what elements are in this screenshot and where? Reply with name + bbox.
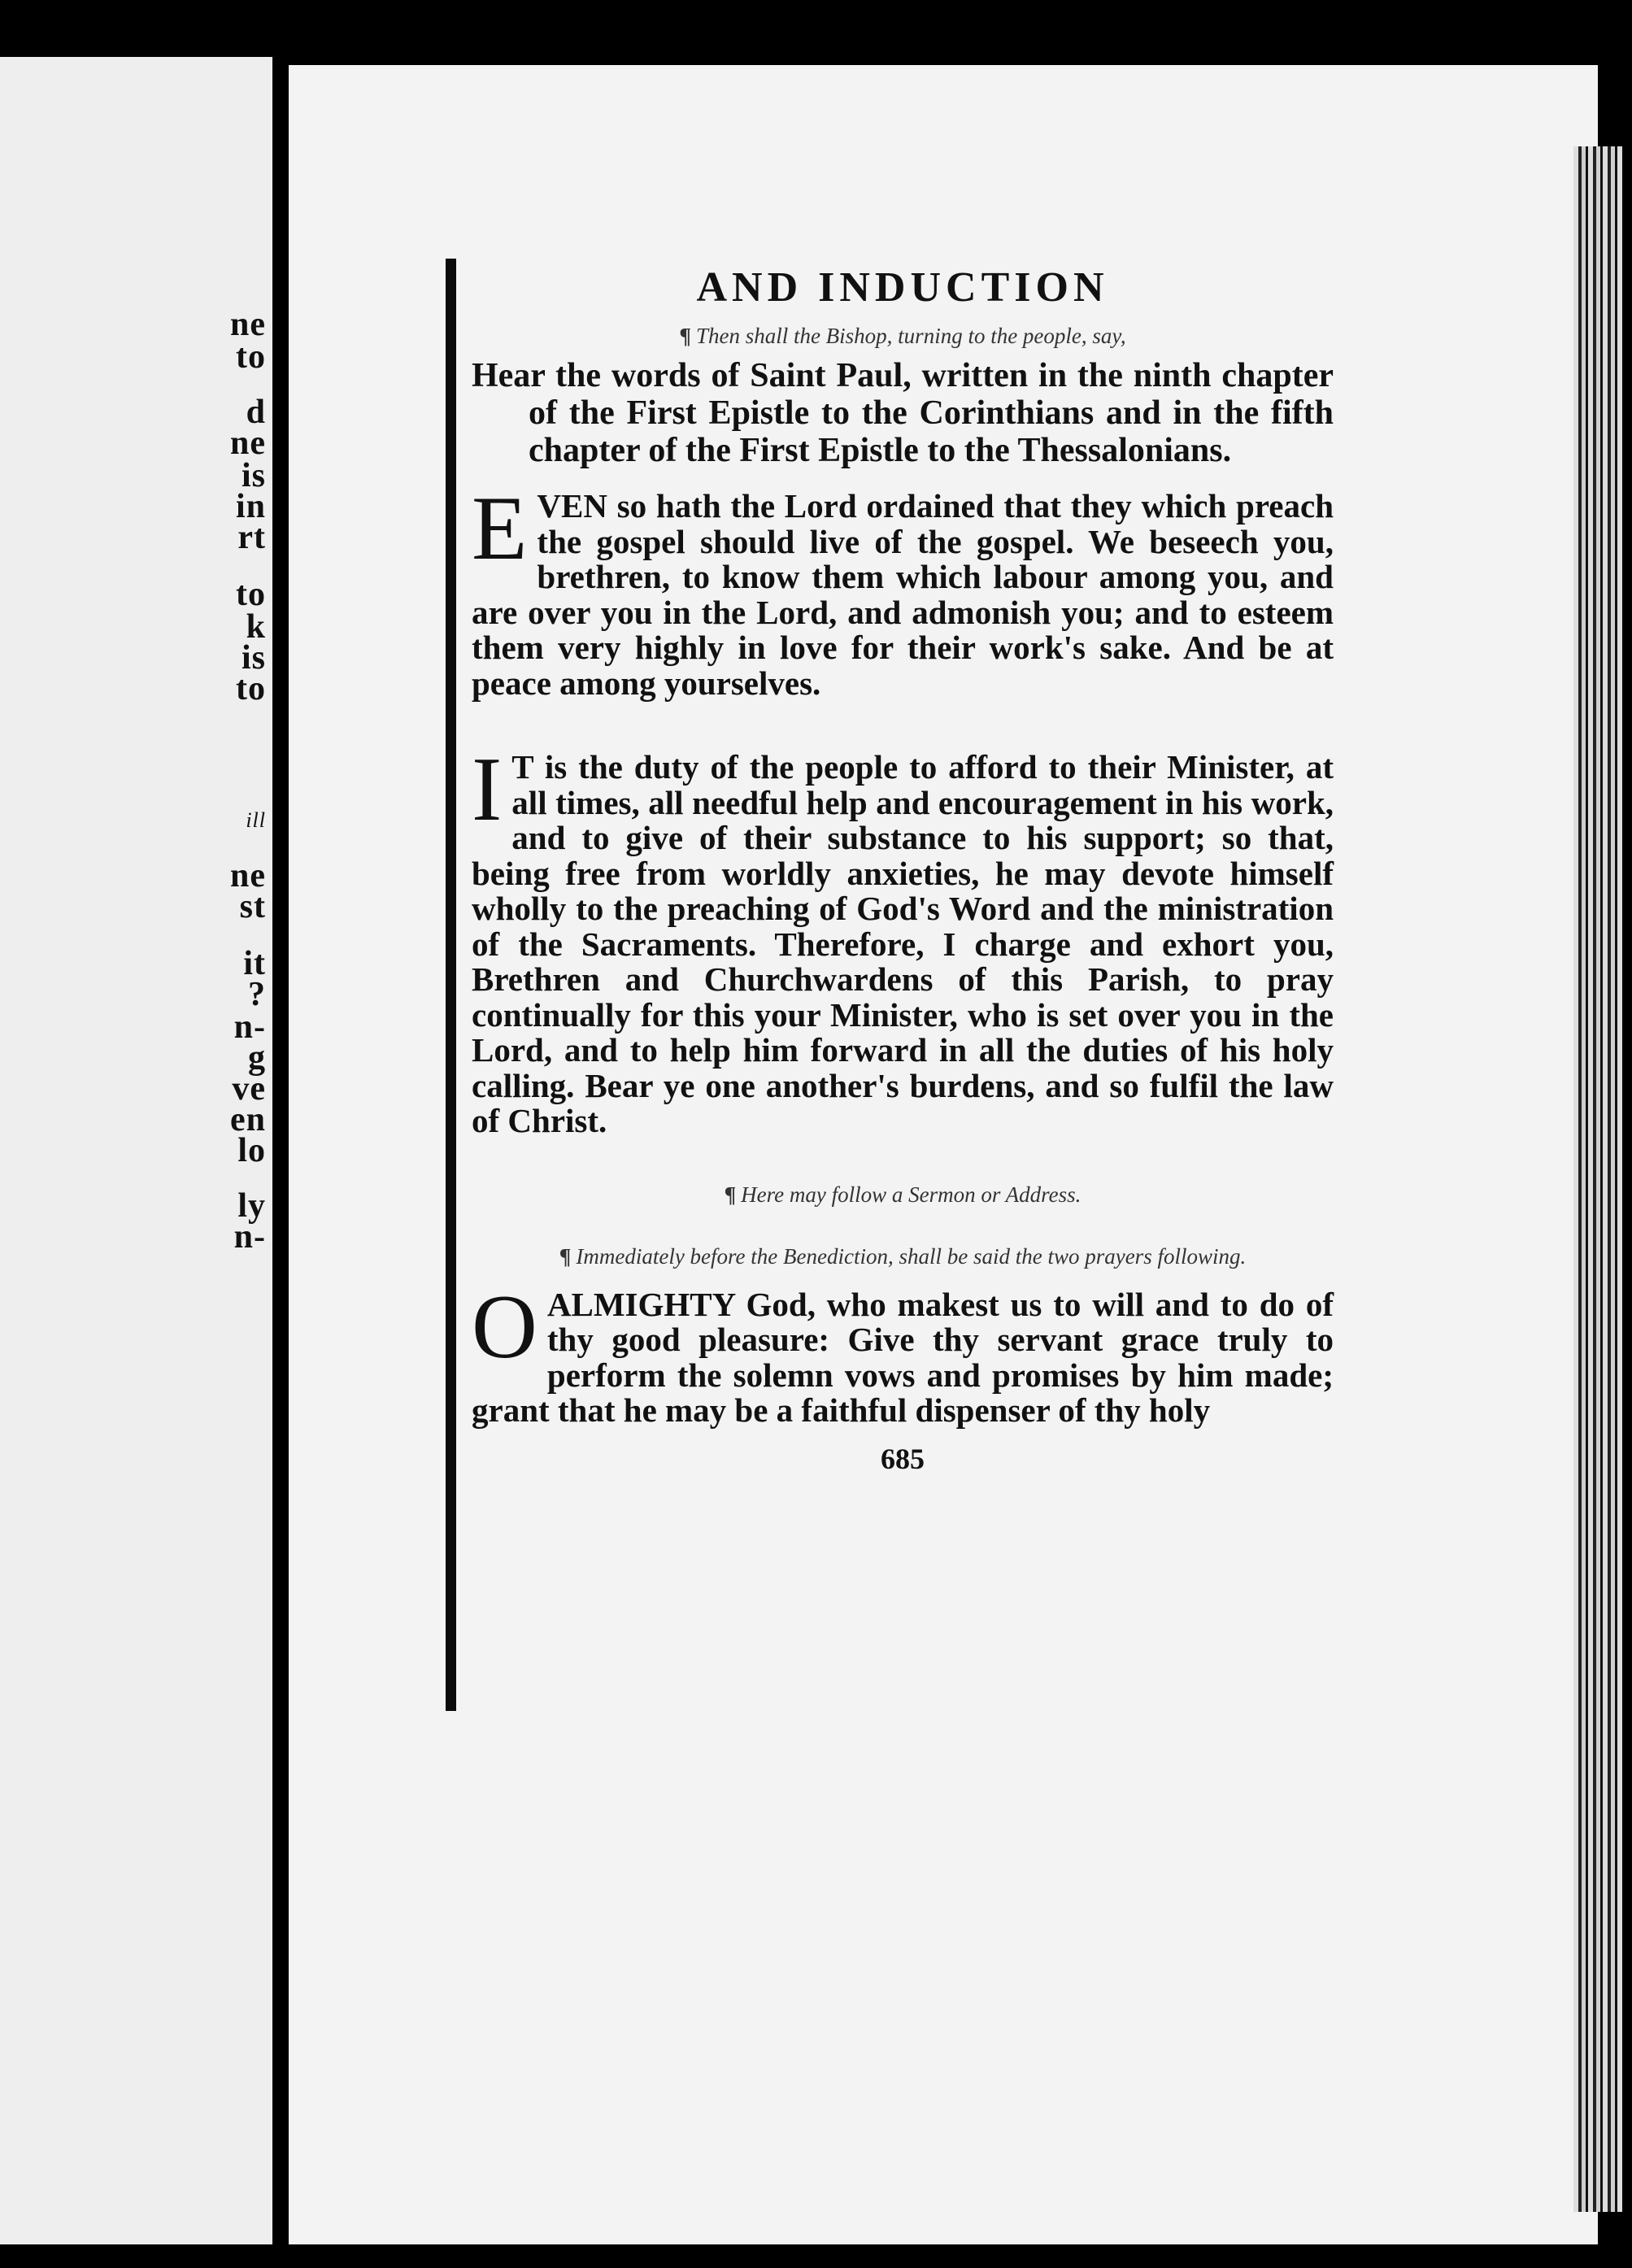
left-page-fragment: to — [236, 576, 266, 613]
paragraph-almighty-text: ALMIGHTY God, who makest us to will and to do of thy good pleasure: Give thy servant grace truly to perform the solemn vows and promises by him made; grant that he may be a faithful dispenser of thy holy — [472, 1285, 1334, 1429]
rubric-bishop-text: Then shall the Bishop, turning to the people, say, — [695, 324, 1126, 348]
rubric-sermon — [472, 1182, 1334, 1208]
left-page-fragment: ill — [246, 808, 266, 832]
margin-rule — [446, 259, 456, 1711]
left-page-fragment: ve — [232, 1070, 266, 1108]
left-page-fragment: is — [241, 457, 266, 494]
rubric-sermon-text: Here may follow a Sermon or Address. — [741, 1182, 1081, 1207]
left-page-fragment: is — [241, 639, 266, 677]
drop-cap-i: I — [472, 739, 503, 840]
drop-cap-e: E — [472, 478, 528, 579]
previous-page — [0, 57, 272, 2244]
left-page-fragment: k — [246, 608, 266, 646]
left-page-fragment: in — [235, 488, 266, 525]
left-page-fragment: rt — [237, 519, 266, 556]
drop-cap-o: O — [472, 1276, 537, 1378]
left-page-fragment: st — [239, 888, 266, 925]
rubric-bishop — [472, 323, 1334, 349]
pilcrow-icon: ¶ — [679, 324, 691, 348]
page-text — [472, 259, 1334, 1476]
left-page-fragment: ne — [230, 306, 266, 343]
paragraph-almighty — [472, 1276, 1334, 1429]
left-page-fragment: n- — [233, 1008, 266, 1046]
left-page-fragment: ly — [237, 1187, 266, 1225]
paragraph-even-so — [472, 478, 1334, 702]
page-edges — [1573, 146, 1622, 2212]
pilcrow-icon: ¶ — [724, 1182, 737, 1207]
left-page-fragment: to — [236, 670, 266, 707]
left-page-fragment: en — [230, 1101, 266, 1138]
paragraph-duty — [472, 739, 1334, 1139]
left-page-fragment: d — [246, 394, 266, 431]
rubric-benediction — [472, 1243, 1334, 1269]
left-page-fragment: g — [248, 1039, 266, 1077]
page-heading: AND INDUCTION — [696, 264, 1109, 311]
left-page-fragment: ne — [230, 857, 266, 895]
left-page-fragment: lo — [237, 1132, 266, 1169]
intro-paragraph: Hear the words of Saint Paul, written in the ninth chapter of the First Epistle to the Corinthians and in the fifth chapter of the First Epistle to the Thessalonians. — [472, 357, 1334, 469]
left-page-fragment: ? — [248, 976, 266, 1013]
left-page-fragment: it — [243, 945, 266, 982]
left-page-fragment: n- — [233, 1218, 266, 1256]
paragraph-even-so-text: VEN so hath the Lord ordained that they which preach the gospel should live of the gospel. We beseech you, brethren, to know them which labour among you, and are over you in the Lord, and admonish you; and to esteem them very highly in love for their work's sake. And be at peace among yourselves. — [472, 487, 1334, 702]
left-page-fragment: to — [236, 338, 266, 376]
left-page-fragment: ne — [230, 424, 266, 462]
paragraph-duty-text: T is the duty of the people to afford to their Minister, at all times, all needful help and encouragement in his work, and to give of their substance to his support; so that, being free from worldly anxieties, he may devote himself wholly to the preaching of God's Word and the ministration of the Sacraments. Therefore, I charge and exhort you, Brethren and Churchwardens of this Parish, to pray continually for this your Minister, who is set over you in the Lord, and to help him forward in all the duties of his holy calling. Bear ye one another's burdens, and so fulfil the law of Christ. — [472, 748, 1334, 1139]
page-number: 685 — [881, 1442, 925, 1475]
pilcrow-icon: ¶ — [559, 1243, 572, 1269]
rubric-benediction-text: Immediately before the Benediction, shall be said the two prayers following. — [576, 1243, 1247, 1269]
